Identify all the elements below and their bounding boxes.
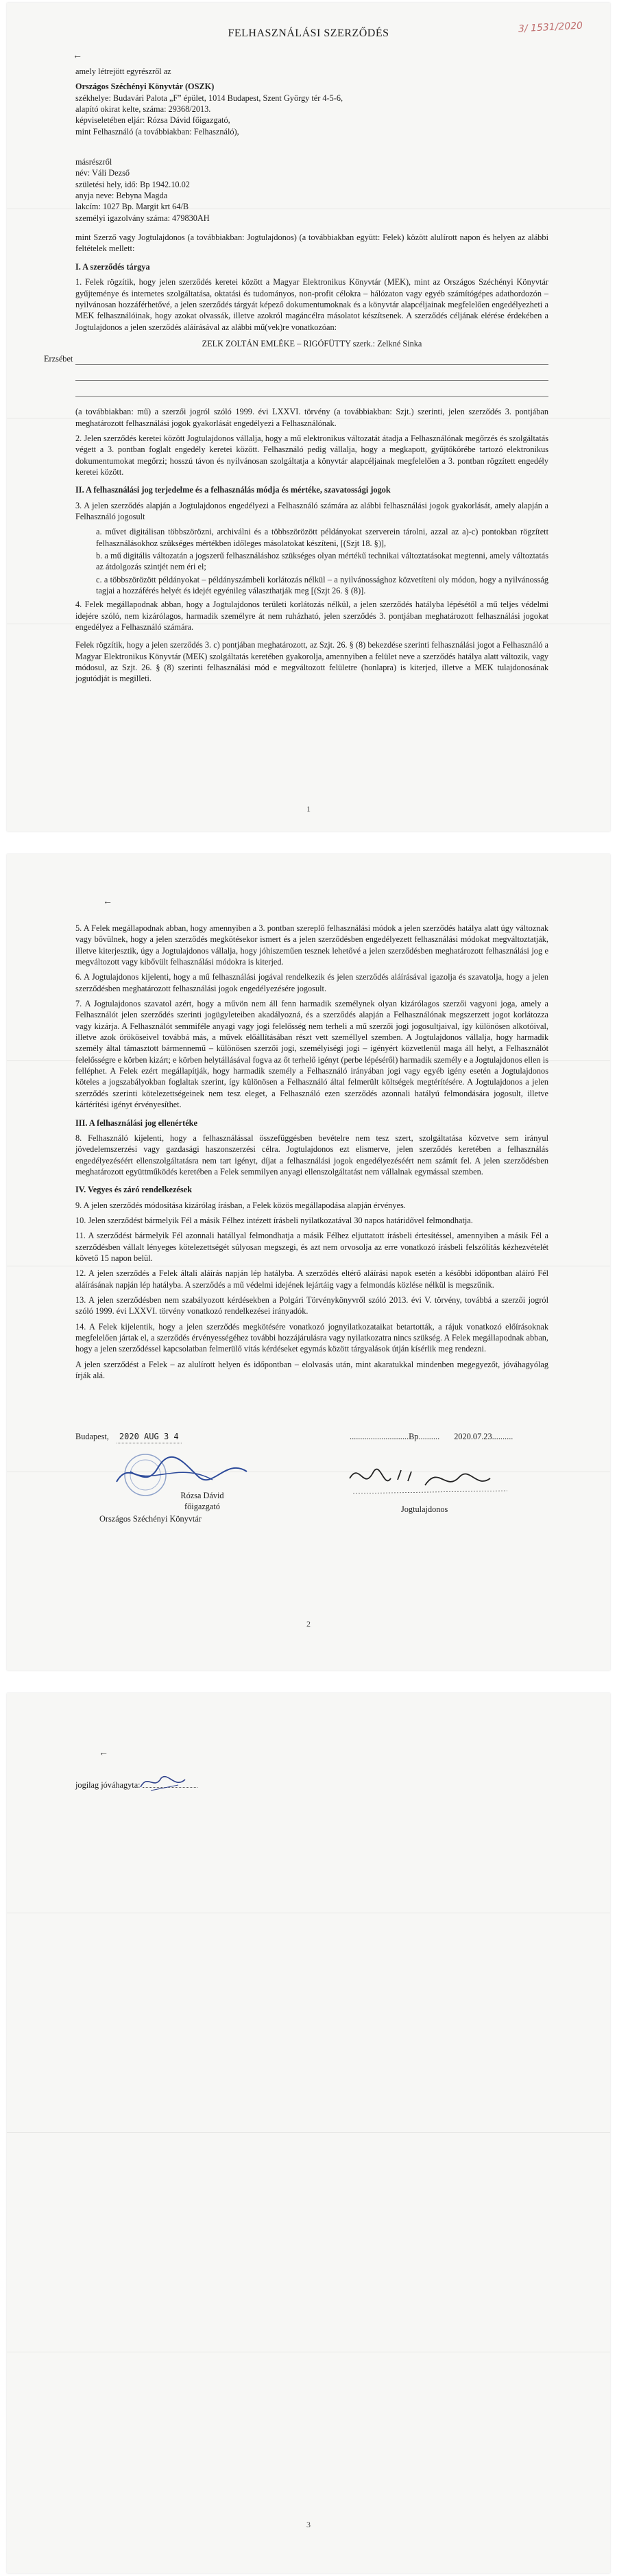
list-item: a. művet digitálisan többszörözni, archiválni és a többszörözött példányokat szerverein tárolni, azzal az a)-c) pontokban rögzített felhasználásokhoz szükséges mértékben időleges másolatokat készíteni, [(Szjt 18. §)], [96, 527, 548, 548]
right-date: 2020.07.23 [454, 1432, 492, 1441]
section-2-heading: II. A felhasználási jog terjedelme és a felhasználás módja és mértéke, szavatossági jogok [75, 485, 391, 495]
work-title-line [44, 352, 548, 365]
contract-page-2 [7, 854, 610, 1670]
permission-list [75, 526, 548, 596]
left-signature-place-date [75, 1432, 182, 1443]
oszk-founding: alapító okirat kelte, száma: 29368/2013. [75, 104, 211, 115]
page2-body [75, 923, 548, 1385]
other-party-intro: másrészről [75, 157, 112, 167]
page-number: 3 [306, 2520, 311, 2529]
page1-body [44, 66, 548, 689]
paragraph-8: 8. Felhasználó kijelenti, hogy a felhasználással összefüggésben bevételre nem tesz szert, szolgáltatása közvetve sem irányul jövedelemszerzési vagy gazdasági haszonszerzési célra. Jogtulajdonos ezt elismerve, jelen szerződés keretében a felhasználás engedélyezéséért ellenszolgáltatásra nem tart igényt, díjat a felhasználási jogok engedélyezéséért nem számít fel. A jelen szerződésben meghatározott együttműködés keretében a Felek semmilyen anyagi ellenszolgáltatást nem vállalnak egymással szemben. [75, 1133, 548, 1177]
paragraph-5: 5. A Felek megállapodnak abban, hogy amennyiben a 3. pontban szereplő felhasználási módok a jelen szerződés hatálya alatt úgy változnak vagy bővülnek, hogy a jelen szerződés megkötésekor ismert és a jelen szerződésben engedélyezett felhasználási módokat megváltoztatják, illetve kiterjesztik, úgy a Jogtulajdonos vállalja, hogy jóhiszeműen tesznek lehetővé a jelen szerződésben meghatározott felhasználási jog e megváltozott vagy kibővült felhasználási módokra is kiterjed. [75, 923, 548, 967]
oszk-as-user: mint Felhasználó (a továbbiakban: Felhasználó), [75, 126, 239, 137]
work-title: ZELK ZOLTÁN EMLÉKE – RIGÓFÜTTY szerk.: Zelkné Sinka [202, 338, 422, 348]
paragraph-14: 14. A Felek kijelentik, hogy a jelen szerződés megkötésére vonatkozó jognyilatkozataikat betartották, a rájuk vonatkozó előírásoknak megfelelően jártak el, a szerződés érvényességéhez további hozzájárulásra vagy nyilatkozatra nincs szükség. A Felek megállapodnak abban, hogy a jelen szerződéssel kapcsolatban felmerülő vitás kérdéseket egymás között tárgyalások útján kísérlik meg rendezni. [75, 1321, 548, 1354]
oszk-name: Országos Széchényi Könyvtár (OSZK) [75, 82, 215, 92]
person-mother: anyja neve: Bebyna Magda [75, 191, 168, 201]
page-number: 2 [306, 1619, 311, 1629]
paragraph-4: 4. Felek megállapodnak abban, hogy a Jogtulajdonos területi korlátozás nélkül, a jelen szerződés hatályba lépésétől a mű teljes védelmi idejére szóló, nem kizárólagos, harmadik személyre át nem ruházható, jelen szerződés 3. pontjában meghatározott felhasználási jogokat engedélyez a Felhasználó számára. [75, 600, 548, 633]
page-number: 1 [306, 804, 311, 814]
legal-signature-image [137, 1770, 192, 1795]
intro-text: amely létrejött egyrészről az [75, 67, 171, 76]
parties-sentence: mint Szerző vagy Jogtulajdonos (a továbbiakban: Jogtulajdonos) (a továbbiakban együtt: Felek) között alulírott napon és helyen az alábbi feltételek mellett: [75, 233, 548, 254]
closing-sentence: A jelen szerződést a Felek – az alulírott helyen és időpontban – elolvasás után, mint akaratukkal mindenben megegyezőt, jóváhagyólag írják alá. [75, 1359, 548, 1381]
signatory-name: Rózsa Dávid [180, 1491, 224, 1500]
paragraph-9: 9. A jelen szerződés módosítása kizárólag írásban, a Felek közös megállapodása alapján érvényes. [75, 1200, 406, 1210]
erzsebet-label: Erzsébet [44, 354, 73, 364]
paragraph-10: 10. Jelen szerződést bármelyik Fél a másik Félhez intézett írásbeli nyilatkozatával 30 napos határidővel felmondhatja. [75, 1215, 473, 1225]
paragraph-6: 6. A Jogtulajdonos kijelenti, hogy a mű felhasználási jogával rendelkezik és jelen szerződés aláírásával igazolja és szavatolja, hogy a jelen szerződésben meghatározott felhasználási jogok engedélyezésére jogosult. [75, 972, 548, 993]
list-item: b. a mű digitális változatán a jogszerű felhasználáshoz szükséges olyan mértékű technikai változtatásokat megtenni, amely változtatás az átdolgozás szintjét nem éri el; [96, 551, 548, 572]
date-stamp: 2020 AUG 3 4 [117, 1432, 182, 1443]
legal-approval-label: jogilag jóváhagyta: [75, 1780, 141, 1790]
paragraph-3: 3. A jelen szerződés alapján a Jogtulajdonos engedélyezi a Felhasználó számára az alábbi felhasználási jogok gyakorlását, amely alapján a Felhasználó jogosult [75, 500, 548, 521]
contract-page-1 [7, 3, 610, 831]
paragraph-2: 2. Jelen szerződés keretei között Jogtulajdonos vállalja, hogy a mű elektronikus változatát átadja a Felhasználónak megőrzés és szolgáltatás végett a 3. pontban foglalt engedély keretei között. Felhasználó pedig vállalja, hogy a megkapott, gyűjtőkörébe tartozó elektronikus dokumentumokat megőrzi; hosszú távon és nyilvánosan szolgáltatja a könyvtár alapcéljainak megfelelően a 3. pontban rögzített engedély keretei között. [75, 433, 548, 477]
person-party-block [75, 156, 548, 224]
contract-page-3 [7, 1693, 610, 2573]
paragraph-felek: Felek rögzítik, hogy a jelen szerződés 3. c) pontjában meghatározott, az Szjt. 26. § (8) bekezdése szerinti felhasználási jogot a Felhasználó a Magyar Elektronikus Könyvtár (MEK) szolgáltatás keretében gyakorolja, amennyiben a felület neve a szerződés hatálya alatt változik, vagy módosul, az Szjt. 26. § (8) szerinti felhasználási mód e megváltozott felületre (honlapra) is kiterjed, illetve a MEK tulajdonosának jogutódját is megilleti. [75, 640, 548, 684]
owner-signature-image [343, 1458, 514, 1499]
paragraph-12: 12. A jelen szerződés a Felek általi aláírás napján lép hatályba. A szerződés eltérő aláírási napok esetén a későbbi időpontban aláíró Fél aláírásának napján lép hatályba. A szerződés a mű védelmi idejének lejártáig vagy a felmondás közlése nélkül is megszűnik. [75, 1268, 548, 1290]
section-3-heading: III. A felhasználási jog ellenértéke [75, 1118, 197, 1128]
list-item: c. a többszörözött példányokat – példányszámbeli korlátozás nélkül – a nyilvánossághoz közvetíteni oly módon, hogy a nyilvánosság tagjai a hozzáférés helyét és idejét egyénileg választhatják meg [(Szjt 26. § (8)]. [96, 574, 548, 596]
owner-role-label: Jogtulajdonos [401, 1504, 448, 1514]
paragraph-1b: (a továbbiakban: mű) a szerzői jogról szóló 1999. évi LXXVI. törvény (a továbbiakban: Szjt.) szerinti, jelen szerződés 3. pontjában meghatározott felhasználási jogok gyakorlását engedélyezi a Felhasználónak. [75, 407, 548, 428]
paragraph-11: 11. A szerződést bármelyik Fél azonnali hatállyal felmondhatja a másik Félhez eljuttatott írásbeli értesítéssel, amennyiben a másik Fél a szerződésben vállalt lényeges kötelezettségét súlyosan megszegi, és azt nem orvosolja az erre vonatkozó írásbeli felszólítás kézhezvételét követő 15 napon belül. [75, 1231, 548, 1263]
right-place: Bp [409, 1432, 419, 1441]
signatory-title: főigazgató [184, 1501, 220, 1511]
person-id: személyi igazolvány száma: 479830AH [75, 213, 210, 223]
oszk-party-block [75, 81, 548, 137]
arrow-mark-icon: ← [73, 51, 82, 61]
fold-line [7, 2132, 610, 2133]
paragraph-13: 13. A jelen szerződésben nem szabályozott kérdésekben a Polgári Törvénykönyvről szóló 2013. évi V. törvény, továbbá a szerzői jogról szóló 1999. évi LXXVI. törvény vonatkozó rendelkezései irányadók. [75, 1295, 548, 1316]
blank-line [75, 368, 548, 381]
budapest-label: Budapest, [75, 1432, 109, 1441]
person-name: név: Váli Dezső [75, 168, 130, 178]
oszk-signatory [151, 1491, 254, 1513]
paragraph-7: 7. A Jogtulajdonos szavatol azért, hogy a művön nem áll fenn harmadik személynek olyan kizárólagos szerzői vagyoni joga, amely a Felhasználót jelen szerződés szerinti jogügyleteiben akadályozná, és a szerződés alapján a Felhasználónak megszerzett jogot korlátozza vagy kizárja. A Felhasználót semmiféle anyagi vagy jogi felelősség nem terheli a mű szerzői jogi jogosultjaival, így különösen alkotóival, illetve azok örököseivel továbbá más, a művek előállításában részt vett személlyel szemben. A Jogtulajdonos vállalja, hogy harmadik személy által támasztott bármennemű – különösen szerzői jogi, személyiségi jogi – igényért közvetlenül maga áll helyt, a Felhasználót felelősségre e körben kizárt; e körben helytállásával fogva az őt terhelő igényt (perbe lépéséről) harmadik személy e a Jogtulajdonos ellen is felléphet. A Felek ezért megállapítják, hogy harmadik személy a Felhasználó irányában jogi vagy egyéb igény esetén a Jogtulajdonos köteles a jogszabályokban foglaltak szerint, így különösen a Felhasználó által felmerült költségek megtérítésére. A Jogtulajdonos a jelen szerződés szerinti kötelezettségeinek nem tesz eleget, a Felhasználó ezen szerződés azonnali hatályú felmondására jogosult, illetve kártérítési igényt érvényesíthet. [75, 999, 548, 1110]
section-4-heading: IV. Vegyes és záró rendelkezések [75, 1185, 192, 1195]
paragraph-1: 1. Felek rögzítik, hogy jelen szerződés keretei között a Magyar Elektronikus Könyvtár (MEK), mint az Országos Széchényi Könyvtár gyűjteménye és internetes szolgáltatása, oktatási és tudományos, non-profit célokra – hálózaton vagy egyéb számítógépes adathordozón – nyilvánosan hozzáférhetővé, a jelen szerződés tárgyát képező dokumentumoknak és a könyvtár alapcéljainak megfelelően engedélyezheti a MEK felhasználóinak, hogy azokat olvassák, illetve azokról magáncélra másolatot készítsenek. A szerződés céljának elérése érdekében a Jogtulajdonos a jelen szerződés aláírásával az alábbi mű(vek)re vonatkozóan: [75, 277, 548, 332]
oszk-seat: székhelye: Budavári Palota „F” épület, 1014 Budapest, Szent György tér 4-5-6, [75, 93, 343, 103]
handwritten-registration-number: 3/ 1531/2020 [518, 20, 583, 35]
contract-title: FELHASZNÁLÁSI SZERZŐDÉS [228, 27, 389, 39]
oszk-representative: képviseletében eljár: Rózsa Dávid főigazgató, [75, 115, 230, 126]
person-address: lakcím: 1027 Bp. Margit krt 64/B [75, 202, 189, 212]
section-1-heading: I. A szerződés tárgya [75, 261, 150, 272]
arrow-mark-icon: ← [103, 897, 112, 907]
oszk-org-label: Országos Széchényi Könyvtár [99, 1514, 202, 1524]
blank-line [75, 383, 548, 397]
person-birth: születési hely, idő: Bp 1942.10.02 [75, 179, 190, 189]
right-signature-place-date: ............................Bp.......... 2020.07.23.......... [350, 1432, 513, 1441]
arrow-mark-icon: ← [99, 1748, 108, 1758]
